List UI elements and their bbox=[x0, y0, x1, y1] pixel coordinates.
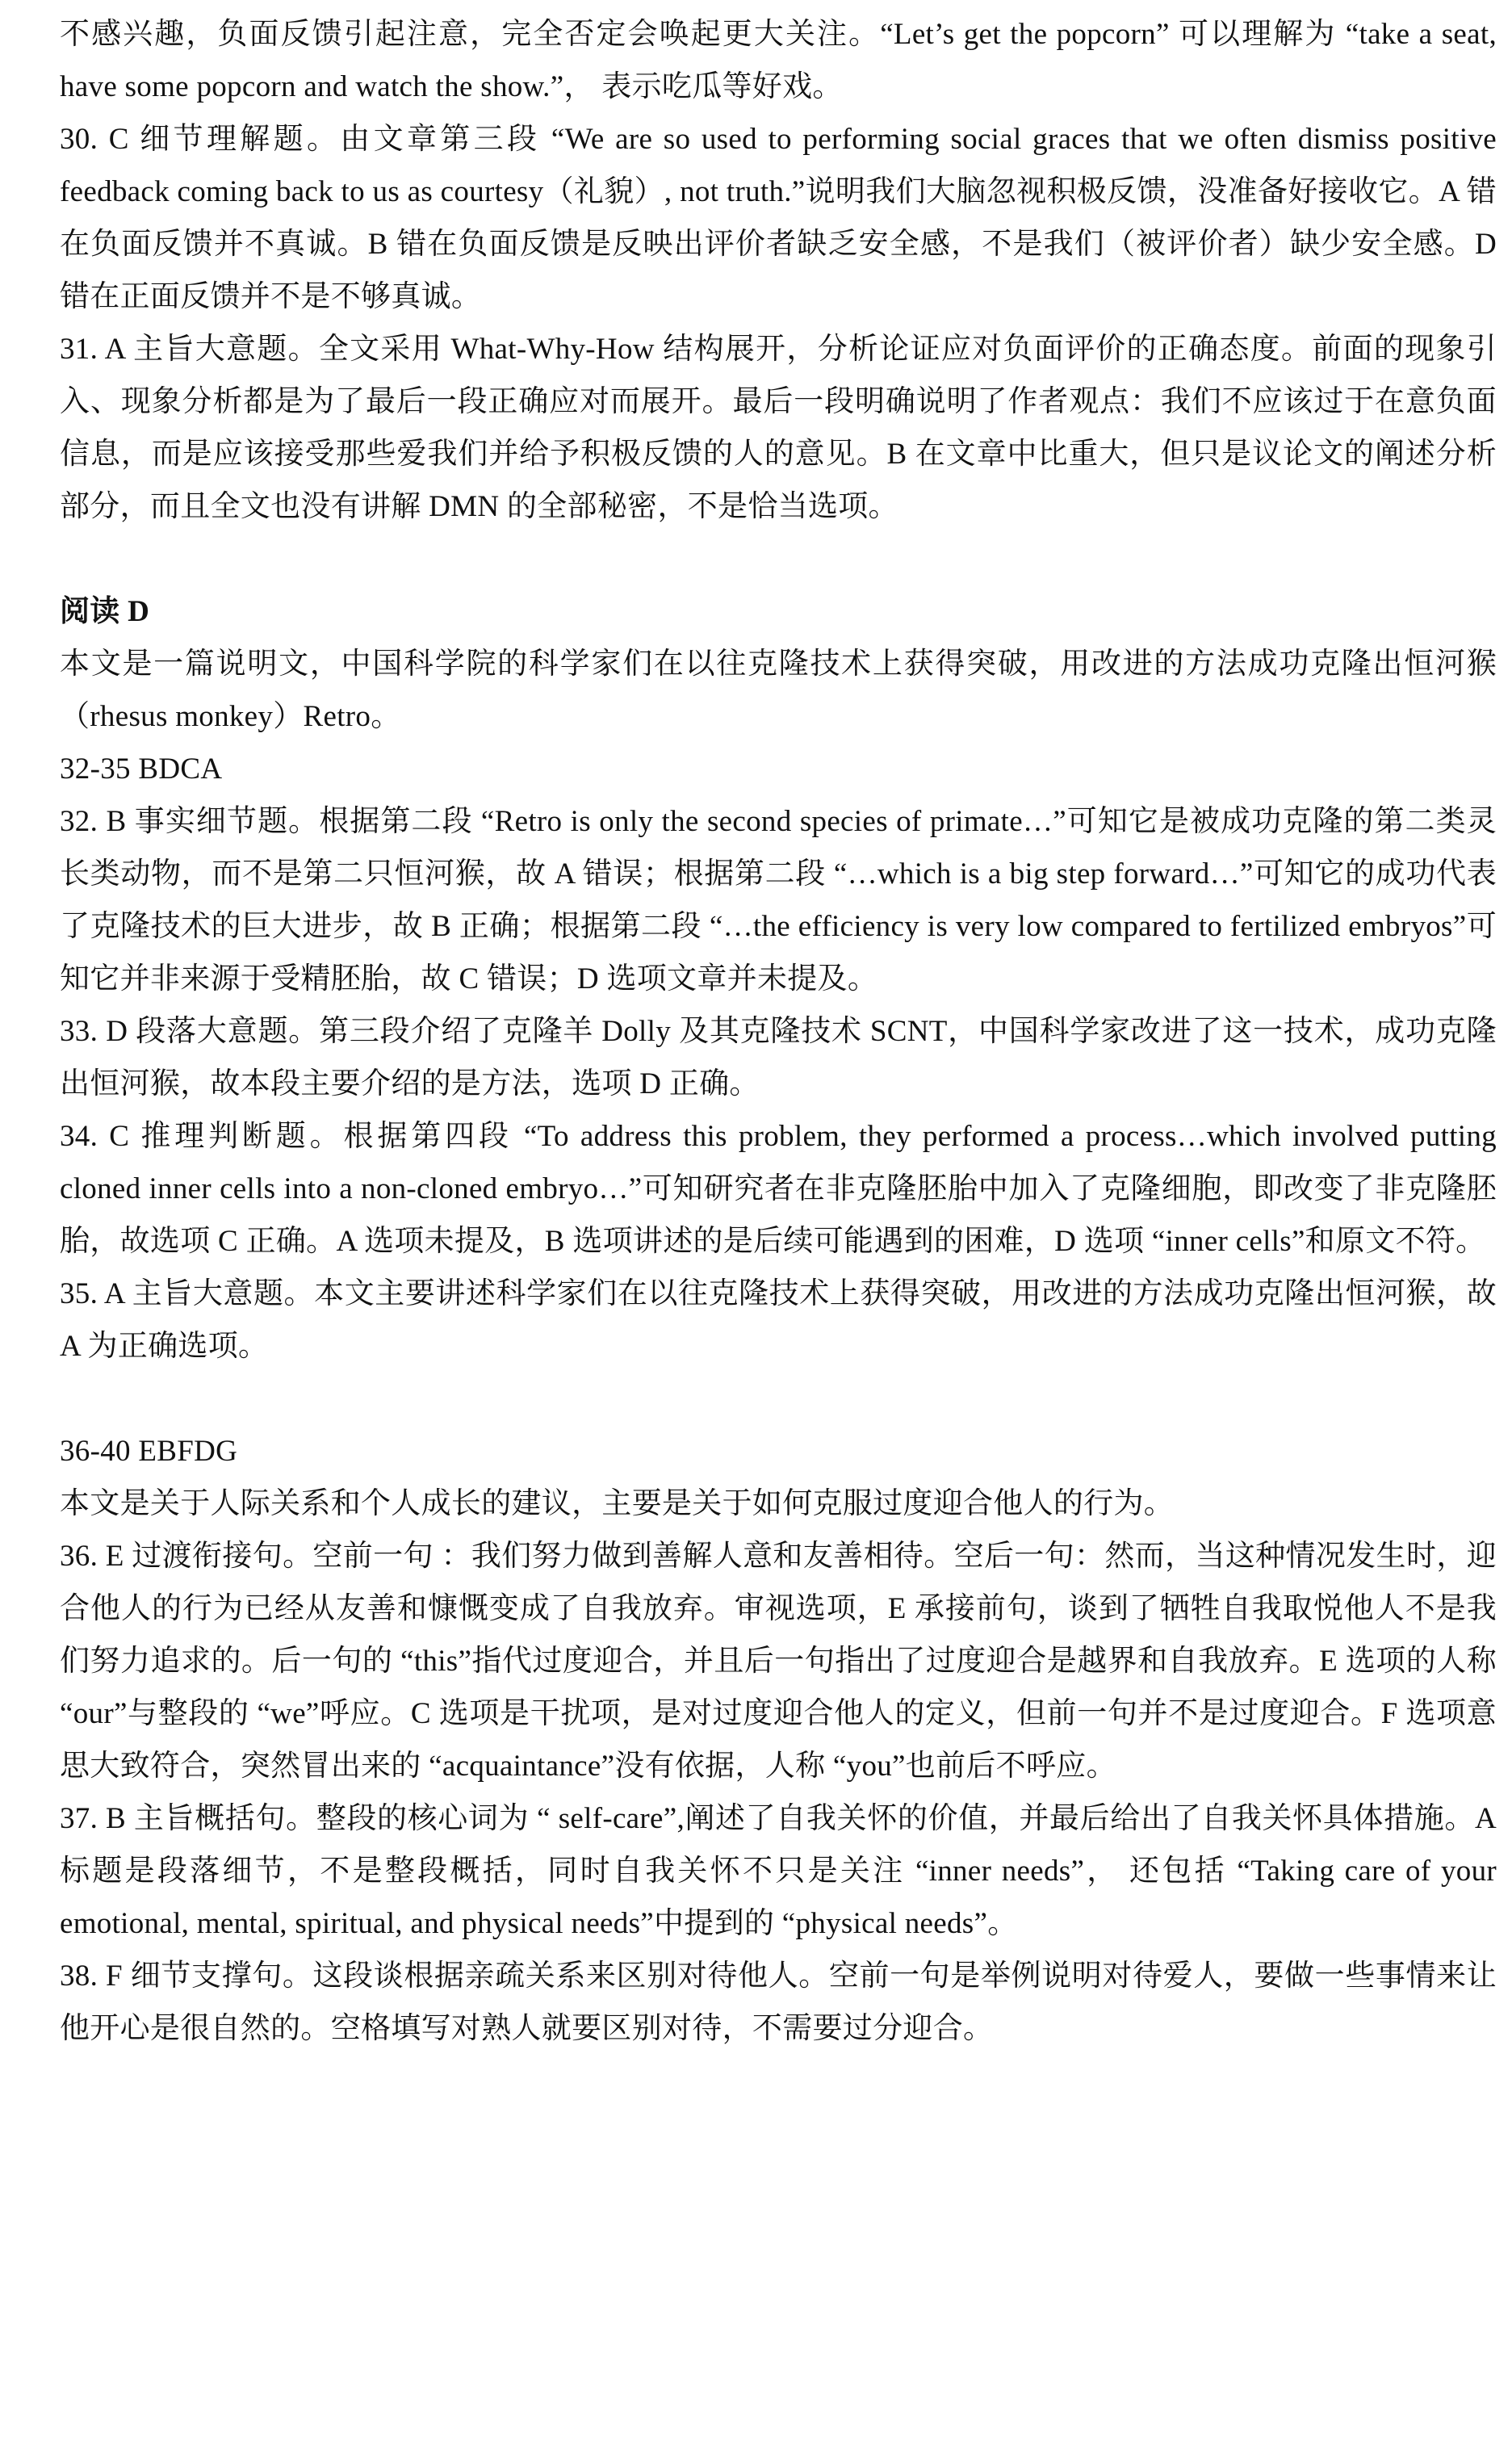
answer-30-explanation: 30. C 细节理解题。由文章第三段 “We are so used to performing social graces that we often dismiss positive feedback coming back to us as courtesy（礼貌）, not truth.”说明我们大脑忽视积极反馈，没准备好接收它。A 错在负面反馈并不真诚。B 错在负面反馈是反映出评价者缺乏安全感，不是我们（被评价者）缺少安全感。D 错在正面反馈并不是不够真诚。 bbox=[60, 123, 1497, 313]
answer-32-explanation: 32. B 事实细节题。根据第二段 “Retro is only the second species of primate…”可知它是被成功克隆的第二类灵长类动物，而不是第二只恒河猴，故 A 错误；根据第二段 “…which is a big step forward…”可知它的成功代表了克隆技术的巨大进步，故 B 正确；根据第二段 “…the efficiency is very low compared to fertilized embryos”可知它并非来源于受精胚胎，故 C 错误；D 选项文章并未提及。 bbox=[60, 805, 1497, 995]
answer-34-explanation: 34. C 推理判断题。根据第四段 “To address this problem, they performed a process…which involved putting cloned inner cells into a non-cloned embryo…”可知研究者在非克隆胚胎中加入了克隆细胞，即改变了非克隆胚胎，故选项 C 正确。A 选项未提及，B 选项讲述的是后续可能遇到的困难，D 选项 “inner cells”和原文不符。 bbox=[60, 1120, 1497, 1258]
section-spacer bbox=[60, 1373, 1497, 1425]
answer-37-explanation: 37. B 主旨概括句。整段的核心词为 “ self-care”,阐述了自我关怀的价值，并最后给出了自我关怀具体措施。A 标题是段落细节，不是整段概括，同时自我关怀不只是关注 “inner needs”， 还包括 “Taking care of your emotional, mental, spiritual, and physical needs”中提到的 “physical needs”。 bbox=[60, 1802, 1497, 1940]
answer-35-explanation: 35. A 主旨大意题。本文主要讲述科学家们在以往克隆技术上获得突破，用改进的方法成功克隆出恒河猴，故 A 为正确选项。 bbox=[60, 1277, 1497, 1363]
section-heading: 阅读 D bbox=[60, 595, 150, 628]
answer-key: 32-35 BDCA bbox=[60, 752, 223, 786]
section-reading-d bbox=[60, 585, 1497, 1373]
section-reading-c-tail bbox=[60, 8, 1497, 533]
answer-33-explanation: 33. D 段落大意题。第三段介绍了克隆羊 Dolly 及其克隆技术 SCNT，中国科学家改进了这一技术，成功克隆出恒河猴，故本段主要介绍的是方法，选项 D 正确。 bbox=[60, 1015, 1497, 1100]
answer-key-heading: 36-40 EBFDG bbox=[60, 1435, 238, 1468]
answer-31-explanation: 31. A 主旨大意题。全文采用 What-Why-How 结构展开，分析论证应对负面评价的正确态度。前面的现象引入、现象分析都是为了最后一段正确应对而展开。最后一段明确说明了作者观点：我们不应该过于在意负面信息，而是应该接受那些爱我们并给予积极反馈的人的意见。B 在文章中比重大，但只是议论文的阐述分析部分，而且全文也没有讲解 DMN 的全部秘密，不是恰当选项。 bbox=[60, 333, 1497, 523]
section-spacer bbox=[60, 533, 1497, 585]
section-seven-choose-five bbox=[60, 1425, 1497, 2055]
paragraph: 不感兴趣，负面反馈引起注意，完全否定会唤起更大关注。“Let’s get the popcorn” 可以理解为 “take a seat, have some popcorn and watch the show.”， 表示吃瓜等好戏。 bbox=[60, 18, 1497, 103]
answer-38-explanation: 38. F 细节支撑句。这段谈根据亲疏关系来区别对待他人。空前一句是举例说明对待爱人，要做一些事情来让他开心是很自然的。空格填写对熟人就要区别对待，不需要过分迎合。 bbox=[60, 1960, 1497, 2045]
answer-36-explanation: 36. E 过渡衔接句。空前一句 ：我们努力做到善解人意和友善相待。空后一句：然而，当这种情况发生时，迎合他人的行为已经从友善和慷慨变成了自我放弃。审视选项，E 承接前句，谈到了牺牲自我取悦他人不是我们努力追求的。后一句的 “this”指代过度迎合，并且后一句指出了过度迎合是越界和自我放弃。E 选项的人称 “our”与整段的 “we”呼应。C 选项是干扰项，是对过度迎合他人的定义，但前一句并不是过度迎合。F 选项意思大致符合，突然冒出来的 “acquaintance”没有依据，人称 “you”也前后不呼应。 bbox=[60, 1540, 1497, 1783]
passage-summary: 本文是关于人际关系和个人成长的建议，主要是关于如何克服过度迎合他人的行为。 bbox=[60, 1487, 1175, 1520]
passage-summary: 本文是一篇说明文，中国科学院的科学家们在以往克隆技术上获得突破，用改进的方法成功克隆出恒河猴（rhesus monkey）Retro。 bbox=[60, 648, 1497, 733]
document-page bbox=[60, 8, 1497, 2055]
